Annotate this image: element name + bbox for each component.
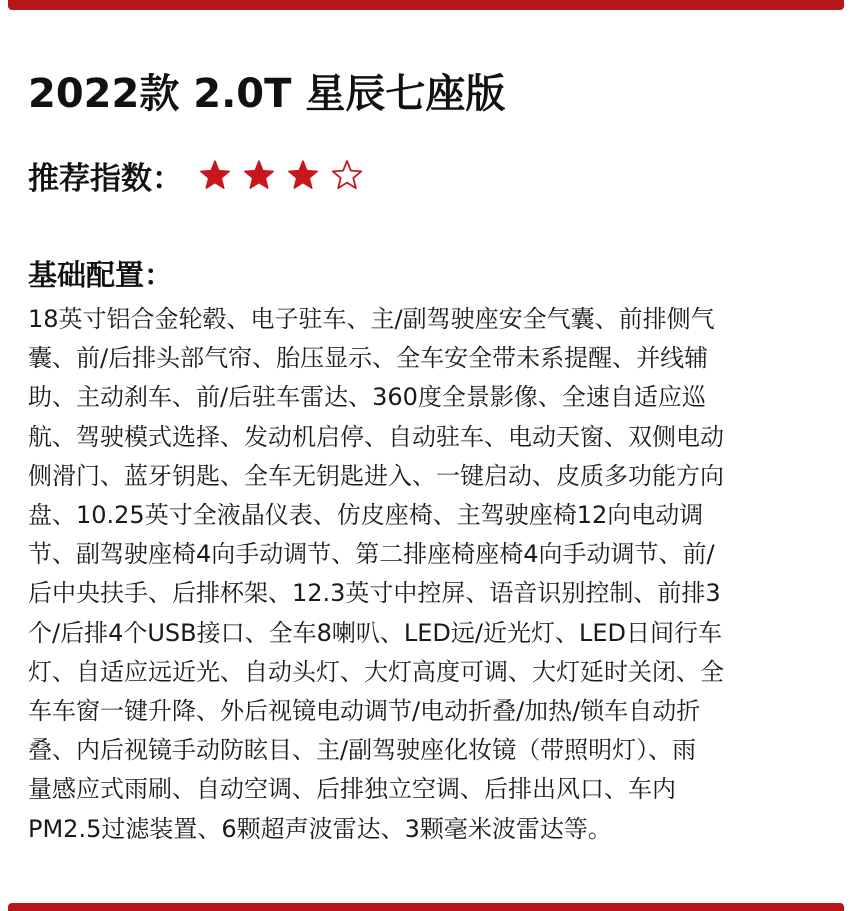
config-line: 节、副驾驶座椅4向手动调节、第二排座椅座椅4向手动调节、前/ [28, 540, 715, 569]
star-filled-icon [199, 159, 231, 191]
config-line: 航、驾驶模式选择、发动机启停、自动驻车、电动天窗、双侧电动 [28, 422, 724, 451]
config-line: PM2.5过滤装置、6颗超声波雷达、3颗毫米波雷达等。 [28, 814, 612, 843]
config-line: 后中央扶手、后排杯架、12.3英寸中控屏、语音识别控制、前排3 [28, 579, 721, 608]
star-filled-icon [287, 159, 319, 191]
config-line: 车车窗一键升降、外后视镜电动调节/电动折叠/加热/锁车自动折 [28, 697, 701, 726]
page-title: 2022款 2.0T 星辰七座版 [28, 71, 506, 117]
config-line: 量感应式雨刷、自动空调、后排独立空调、后排出风口、车内 [28, 775, 676, 804]
config-line: 个/后排4个USB接口、全车8喇叭、LED远/近光灯、LED日间行车 [28, 618, 723, 647]
star-empty-icon [331, 159, 363, 191]
rating-stars [199, 159, 363, 191]
bottom-accent-bar [8, 903, 844, 911]
top-accent-bar [8, 0, 844, 10]
config-line: 侧滑门、蓝牙钥匙、全车无钥匙进入、一键启动、皮质多功能方向 [28, 461, 724, 490]
config-line: 灯、自适应远近光、自动头灯、大灯高度可调、大灯延时关闭、全 [28, 657, 724, 686]
config-line: 叠、内后视镜手动防眩目、主/副驾驶座化妆镜（带照明灯）、雨 [28, 736, 697, 765]
config-line: 囊、前/后排头部气帘、胎压显示、全车安全带未系提醒、并线辅 [28, 344, 709, 373]
config-line: 盘、10.25英寸全液晶仪表、仿皮座椅、主驾驶座椅12向电动调 [28, 501, 704, 530]
section-heading: 基础配置： [28, 258, 174, 292]
rating-label: 推荐指数： [28, 160, 183, 197]
star-filled-icon [243, 159, 275, 191]
recommendation-rating [28, 153, 363, 197]
config-line: 18英寸铝合金轮毂、电子驻车、主/副驾驶座安全气囊、前排侧气 [28, 305, 715, 333]
config-line: 助、主动刹车、前/后驻车雷达、360度全景影像、全速自适应巡 [28, 383, 706, 412]
config-paragraph [28, 300, 828, 849]
